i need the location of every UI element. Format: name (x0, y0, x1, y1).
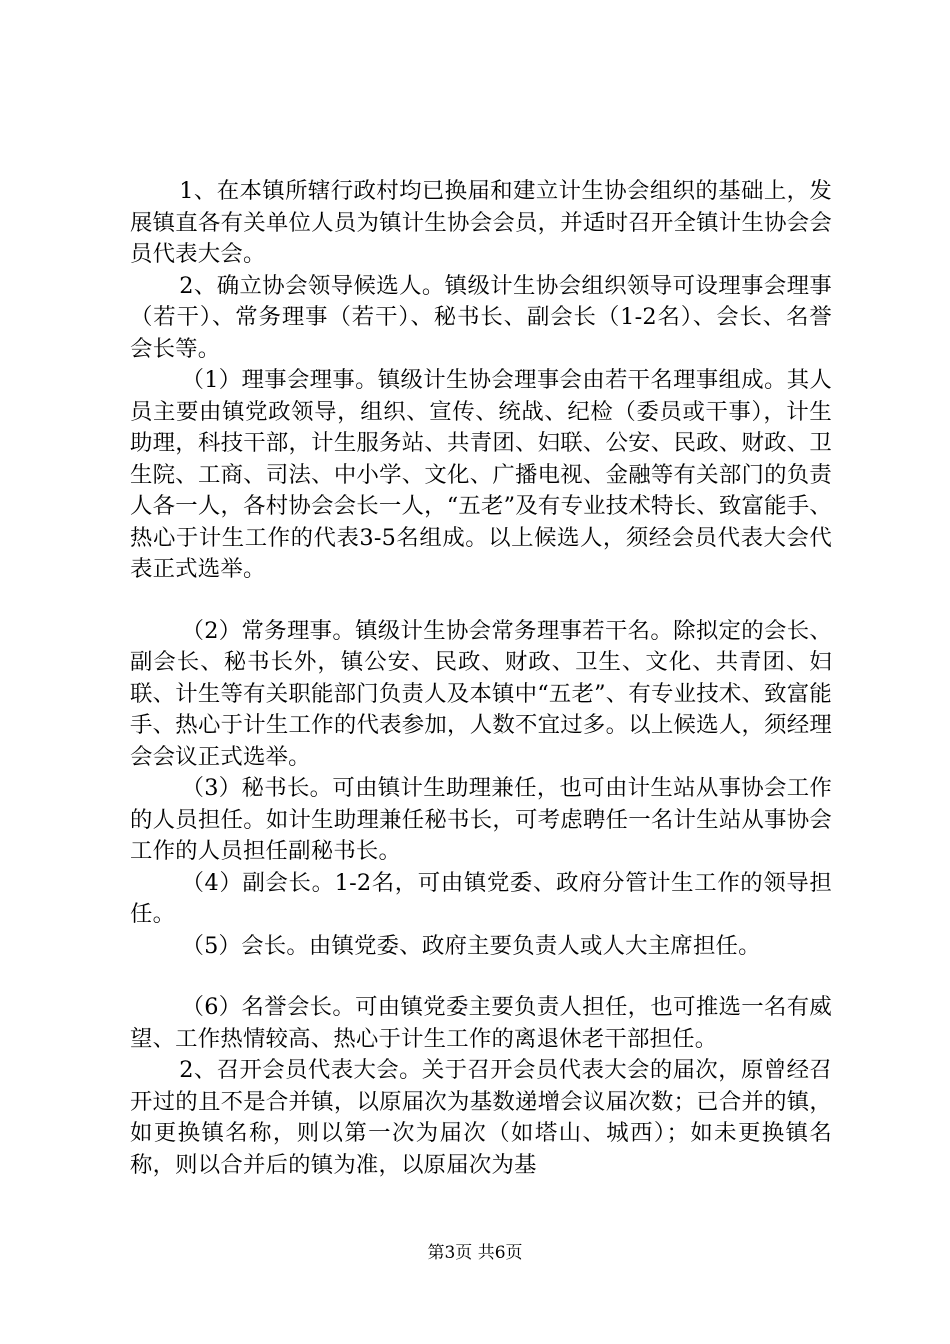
page-footer: 第3页 共6页 (427, 1243, 523, 1263)
paragraph-8: （6）名誉会长。可由镇党委主要负责人担任，也可推选一名有威望、工作热情较高、热心于计生工作的离退休老干部担任。 (130, 994, 832, 1052)
paragraph-3: （1）理事会理事。镇级计生协会理事会由若干名理事组成。其人员主要由镇党政领导，组织、宣传、统战、纪检（委员或干事），计生助理，科技干部，计生服务站、共青团、妇联、公安、民政、财政、卫生院、工商、司法、中小学、文化、广播电视、金融等有关部门的负责人各一人，各村协会会长一人，“五老”及有专业技术特长、致富能手、热心于计生工作的代表3-5名组成。以上候选人，须经会员代表大会代表正式选举。 (130, 367, 832, 582)
document-body (130, 176, 832, 1181)
paragraph-7: （5）会长。由镇党委、政府主要负责人或人大主席担任。 (181, 932, 761, 959)
paragraph-4: （2）常务理事。镇级计生协会常务理事若干名。除拟定的会长、副会长、秘书长外，镇公安、民政、财政、卫生、文化、共青团、妇联、计生等有关职能部门负责人及本镇中“五老”、有专业技术、致富能手、热心于计生工作的代表参加，人数不宜过多。以上候选人，须经理会会议正式选举。 (130, 617, 832, 770)
paragraph-gap (130, 962, 832, 992)
paragraph-6: （4）副会长。1-2名，可由镇党委、政府分管计生工作的领导担任。 (130, 869, 832, 927)
paragraph-5: （3）秘书长。可由镇计生助理兼任，也可由计生站从事协会工作的人员担任。如计生助理兼任秘书长，可考虑聘任一名计生站从事协会工作的人员担任副秘书长。 (130, 775, 832, 864)
paragraph-2: 2、确立协会领导候选人。镇级计生协会组织领导可设理事会理事（若干）、常务理事（若干）、秘书长、副会长（1-2名）、会长、名誉会长等。 (130, 272, 832, 362)
paragraph-9: 2、召开会员代表大会。关于召开会员代表大会的届次，原曾经召开过的且不是合并镇，以原届次为基数递增会议届次数；已合并的镇，如更换镇名称，则以第一次为届次（如塔山、城西）；如未更换镇名称，则以合并后的镇为准，以原届次为基 (130, 1057, 832, 1178)
paragraph-gap (130, 586, 832, 616)
paragraph-1: 1、在本镇所辖行政村均已换届和建立计生协会组织的基础上，发展镇直各有关单位人员为镇计生协会会员，并适时召开全镇计生协会会员代表大会。 (130, 178, 832, 267)
